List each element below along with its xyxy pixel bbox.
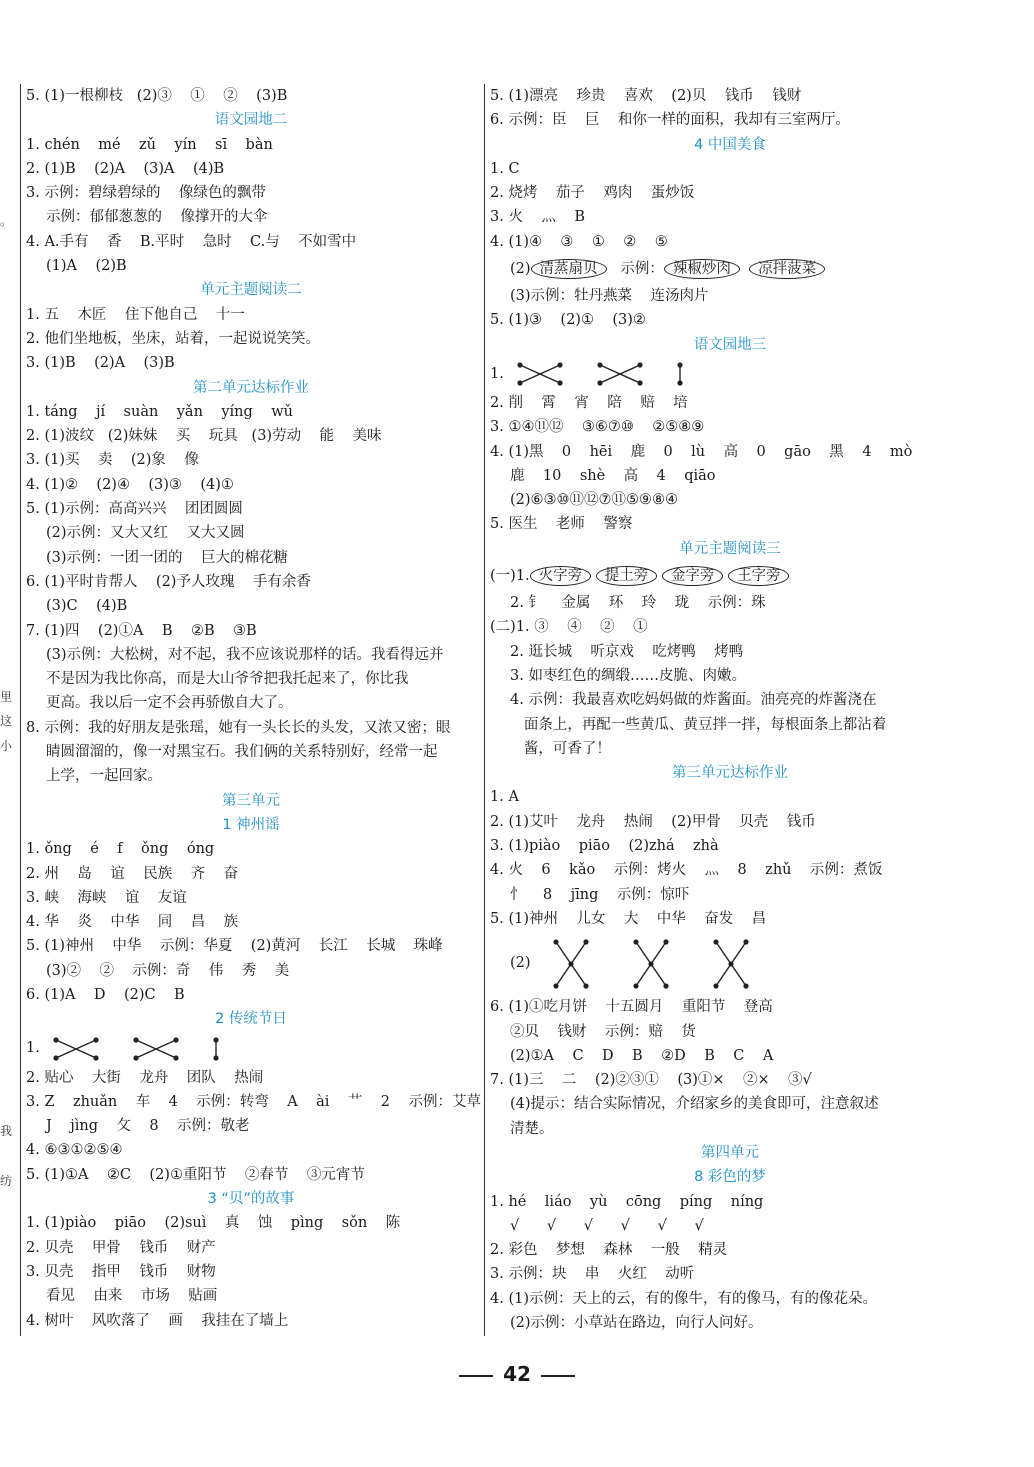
section-heading: 4 中国美食: [694, 136, 766, 153]
answer-text: [740, 261, 749, 277]
matching-diagram: [490, 931, 970, 995]
answer-line: 3. 如枣红色的绸缎……皮脆、肉嫩。: [510, 667, 746, 684]
answer-text: (一)1.: [490, 568, 530, 585]
side-char: 这: [0, 714, 13, 728]
answer-line: 6. (1)A D (2)C B: [26, 986, 185, 1003]
answer-line: 5. (1)神州 儿女 大 中华 奋发 昌: [490, 910, 767, 927]
answer-line: 3. (1)piào piāo (2)zhá zhà: [490, 838, 719, 855]
answer-line: 2. (1)波纹 (2)妹妹 买 玩具 (3)劳动 能 美味: [26, 428, 382, 445]
answer-line: 4. 树叶 风吹落了 画 我挂在了墙上: [26, 1312, 289, 1329]
answer-line: 面条上，再配一些黄瓜、黄豆拌一拌，每根面条上都沾着: [510, 716, 887, 733]
answer-line: 2. 他们坐地板，坐床，站着，一起说说笑笑。: [26, 330, 320, 347]
answer-line: 3. 峡 海峡 谊 友谊: [26, 889, 187, 906]
left-answer-column: [26, 84, 481, 1333]
answer-line: 4. ⑥③①②⑤④: [26, 1142, 123, 1159]
answer-line: 7. (1)四 (2)①A B ②B ③B: [26, 622, 257, 639]
answer-line: (4)提示：结合实际情况，介绍家乡的美食即可，注意叙述: [510, 1096, 879, 1113]
answer-line: 5. (1)①A ②C (2)①重阳节 ②春节 ③元宵节: [26, 1166, 365, 1183]
answer-line: 更高。我以后一定不会再骄傲自大了。: [46, 695, 293, 712]
circled-answer: 提土旁: [596, 566, 658, 586]
answer-line: 2. 彩色 梦想 森林 一般 精灵: [490, 1242, 728, 1259]
answer-line: 3. Z zhuǎn 车 4 示例：转弯 A ài 艹 2 示例：艾草: [26, 1093, 481, 1110]
answer-line: 1. táng jí suàn yǎn yíng wǔ: [26, 403, 293, 420]
footer-dash: [541, 1375, 575, 1377]
answer-line: 6. (1)平时肯帮人 (2)予人玫瑰 手有余香: [26, 573, 311, 590]
answer-line: 忄 8 jīng 示例：惊吓: [510, 886, 690, 903]
answer-line: (3)示例：一团一团的 巨大的棉花糖: [46, 549, 288, 566]
side-char: 里: [0, 690, 13, 704]
answer-line: 2. 贝壳 甲骨 钱币 财产: [26, 1239, 216, 1256]
matching-diagram: [26, 1032, 476, 1066]
answer-line: 1. (1)piào piāo (2)suì 真 蚀 pìng sǒn 陈: [26, 1215, 401, 1232]
section-heading: 第三单元达标作业: [672, 765, 788, 782]
answer-line: 1. ǒng é f ǒng óng: [26, 841, 215, 858]
answer-line: 5. (1)漂亮 珍贵 喜欢 (2)贝 钱币 钱财: [490, 88, 802, 104]
answer-text: 示例：: [606, 261, 664, 278]
answer-line: 3. (1)买 卖 (2)象 像: [26, 452, 199, 469]
section-heading: 单元主题阅读二: [200, 282, 302, 299]
answer-line: 1. C: [490, 160, 520, 177]
side-char: 我: [0, 1124, 13, 1138]
answer-line: 5. (1)示例：高高兴兴 团团圆圆: [26, 501, 243, 518]
answer-line-circled: [490, 254, 970, 284]
answer-line: 2. 削 霄 宵 陪 赔 培: [490, 394, 688, 411]
answer-line: 看见 由来 市场 贴画: [46, 1288, 218, 1305]
answer-line: (3)示例：大松树，对不起，我不应该说那样的话。我看得远并: [46, 646, 444, 663]
circled-answer: 王字旁: [728, 566, 790, 586]
answer-line: 上学，一起回家。: [46, 768, 162, 785]
answer-line: 8. 示例：我的好朋友是张瑶，她有一头长长的头发，又浓又密；眼: [26, 719, 451, 736]
side-char: 纺: [0, 1174, 13, 1188]
answer-line: ②贝 钱财 示例：赔 货: [510, 1023, 696, 1040]
answer-line: 酱，可香了！: [510, 740, 611, 757]
question-number: (2): [510, 955, 531, 972]
answer-line: 1. A: [490, 789, 519, 806]
matching-diagram: [490, 357, 970, 391]
circled-answer: 金字旁: [662, 566, 724, 586]
section-heading: 第三单元: [222, 792, 280, 809]
page-footer: [0, 1362, 1034, 1386]
answer-line: 4. (1)黑 0 hēi 鹿 0 lù 高 0 gāo 黑 4 mò: [490, 443, 913, 460]
answer-line: 1. chén mé zǔ yín sī bàn: [26, 136, 273, 153]
answer-line: 3. 示例：碧绿碧绿的 像绿色的飘带: [26, 185, 266, 202]
answer-line: 4. 火 6 kǎo 示例：烤火 灬 8 zhǔ 示例：煮饭: [490, 862, 883, 879]
section-heading: 1 神州谣: [222, 816, 280, 833]
section-heading: 第四单元: [701, 1144, 759, 1161]
answer-line: (3)C (4)B: [46, 598, 128, 615]
answer-line: 1. hé liáo yù cōng píng níng: [490, 1193, 764, 1210]
answer-line: 3. 示例：块 串 火红 动听: [490, 1266, 695, 1283]
footer-dash: [459, 1375, 493, 1377]
answer-line: 3. 贝壳 指甲 钱币 财物: [26, 1263, 216, 1280]
question-number: 1.: [26, 1040, 40, 1057]
answer-line: 4. (1)示例：天上的云，有的像牛，有的像马，有的像花朵。: [490, 1290, 877, 1307]
answer-line: 睛圆溜溜的，像一对黑宝石。我们俩的关系特别好，经常一起: [46, 744, 438, 761]
circled-answer: 清蒸扇贝: [531, 259, 607, 279]
left-margin-line: [20, 84, 21, 1336]
answer-line: (3)② ② 示例：奇 伟 秀 美: [46, 962, 290, 979]
answer-line: 3. 火 灬 B: [490, 209, 585, 226]
answer-line: J jìng 攵 8 示例：敬老: [46, 1118, 250, 1135]
side-char: 小: [0, 739, 13, 753]
section-heading: 单元主题阅读三: [679, 540, 781, 557]
answer-line: (2)示例：小草站在路边，向行人问好。: [510, 1315, 763, 1332]
circled-answer: 辣椒炒肉: [664, 259, 740, 279]
side-char: 。: [0, 214, 13, 228]
answer-line: 2. 钅 金属 环 玲 珑 示例：珠: [510, 595, 766, 612]
answer-line: √ √ √ √ √ √: [510, 1217, 704, 1234]
answer-line: 4. (1)② (2)④ (3)③ (4)①: [26, 476, 234, 493]
section-heading: 语文园地三: [693, 336, 767, 353]
answer-line: (3)示例：牡丹燕菜 连汤肉片: [510, 288, 709, 305]
answer-line: 4. 示例：我最喜欢吃妈妈做的炸酱面。油亮亮的炸酱浇在: [510, 692, 877, 709]
answer-line: 3. (1)B (2)A (3)B: [26, 355, 175, 372]
section-heading: 3 “贝”的故事: [207, 1191, 295, 1208]
answer-line: 3. ①④⑪⑫ ③⑥⑦⑩ ②⑤⑧⑨: [490, 419, 705, 436]
answer-text: (2): [510, 261, 531, 278]
answer-line: 4. (1)④ ③ ① ② ⑤: [490, 233, 668, 250]
answer-line: 6. (1)①吃月饼 十五圆月 重阳节 登高: [490, 999, 773, 1016]
right-answer-column: [490, 84, 970, 1335]
page-number: 42: [503, 1362, 531, 1386]
section-heading: 2 传统节日: [215, 1011, 287, 1028]
answer-line: 2. (1)B (2)A (3)A (4)B: [26, 160, 225, 177]
answer-line: 1. 五 木匠 住下他自己 十一: [26, 306, 245, 323]
circled-answer: 凉拌菠菜: [749, 259, 825, 279]
answer-line: 5. (1)神州 中华 示例：华夏 (2)黄河 长江 长城 珠峰: [26, 938, 443, 955]
answer-line: 鹿 10 shè 高 4 qiāo: [510, 467, 716, 484]
answer-line: (二)1. ③ ④ ② ①: [490, 619, 648, 636]
answer-line-circled: [490, 561, 970, 591]
answer-line: 4. A.手有 香 B.平时 急时 C.与 不如雪中: [26, 233, 357, 250]
answer-line: (1)A (2)B: [46, 258, 127, 275]
question-number: 1.: [490, 365, 504, 382]
answer-line: 2. 贴心 大街 龙舟 团队 热闹: [26, 1069, 264, 1086]
answer-line: (2)⑥③⑩⑪⑫⑦⑪⑤⑨⑧④: [510, 492, 679, 509]
answer-line: 4. 华 炎 中华 同 昌 族: [26, 914, 239, 931]
answer-line: 清楚。: [510, 1120, 554, 1137]
circled-answer: 火字旁: [530, 566, 592, 586]
answer-line: 5. (1)③ (2)① (3)②: [490, 312, 646, 329]
answer-line: 5. 医生 老师 警察: [490, 516, 633, 533]
section-heading: 第二单元达标作业: [193, 379, 309, 396]
section-heading: 8 彩色的梦: [694, 1169, 766, 1186]
answer-line: 5. (1)一根柳枝 (2)③ ① ② (3)B: [26, 88, 288, 104]
column-divider: [484, 84, 485, 1336]
section-heading: 语文园地二: [214, 112, 288, 129]
answer-line: 6. 示例：臣 巨 和你一样的面积，我却有三室两厅。: [490, 112, 850, 129]
answer-line: 2. 逛长城 听京戏 吃烤鸭 烤鸭: [510, 643, 744, 660]
answer-line: 7. (1)三 二 (2)②③① (3)①× ②× ③√: [490, 1072, 812, 1089]
answer-line: (2)①A C D B ②D B C A: [510, 1047, 774, 1064]
answer-line: 2. (1)艾叶 龙舟 热闹 (2)甲骨 贝壳 钱币: [490, 813, 816, 830]
answer-line: (2)示例：又大又红 又大又圆: [46, 525, 245, 542]
answer-line: 2. 州 岛 谊 民族 齐 奋: [26, 865, 239, 882]
answer-line: 2. 烧烤 茄子 鸡肉 蛋炒饭: [490, 185, 695, 202]
answer-line: 示例：郁郁葱葱的 像撑开的大伞: [46, 209, 268, 226]
answer-line: 不是因为我比你高，而是大山爷爷把我托起来了，你比我: [46, 671, 409, 688]
